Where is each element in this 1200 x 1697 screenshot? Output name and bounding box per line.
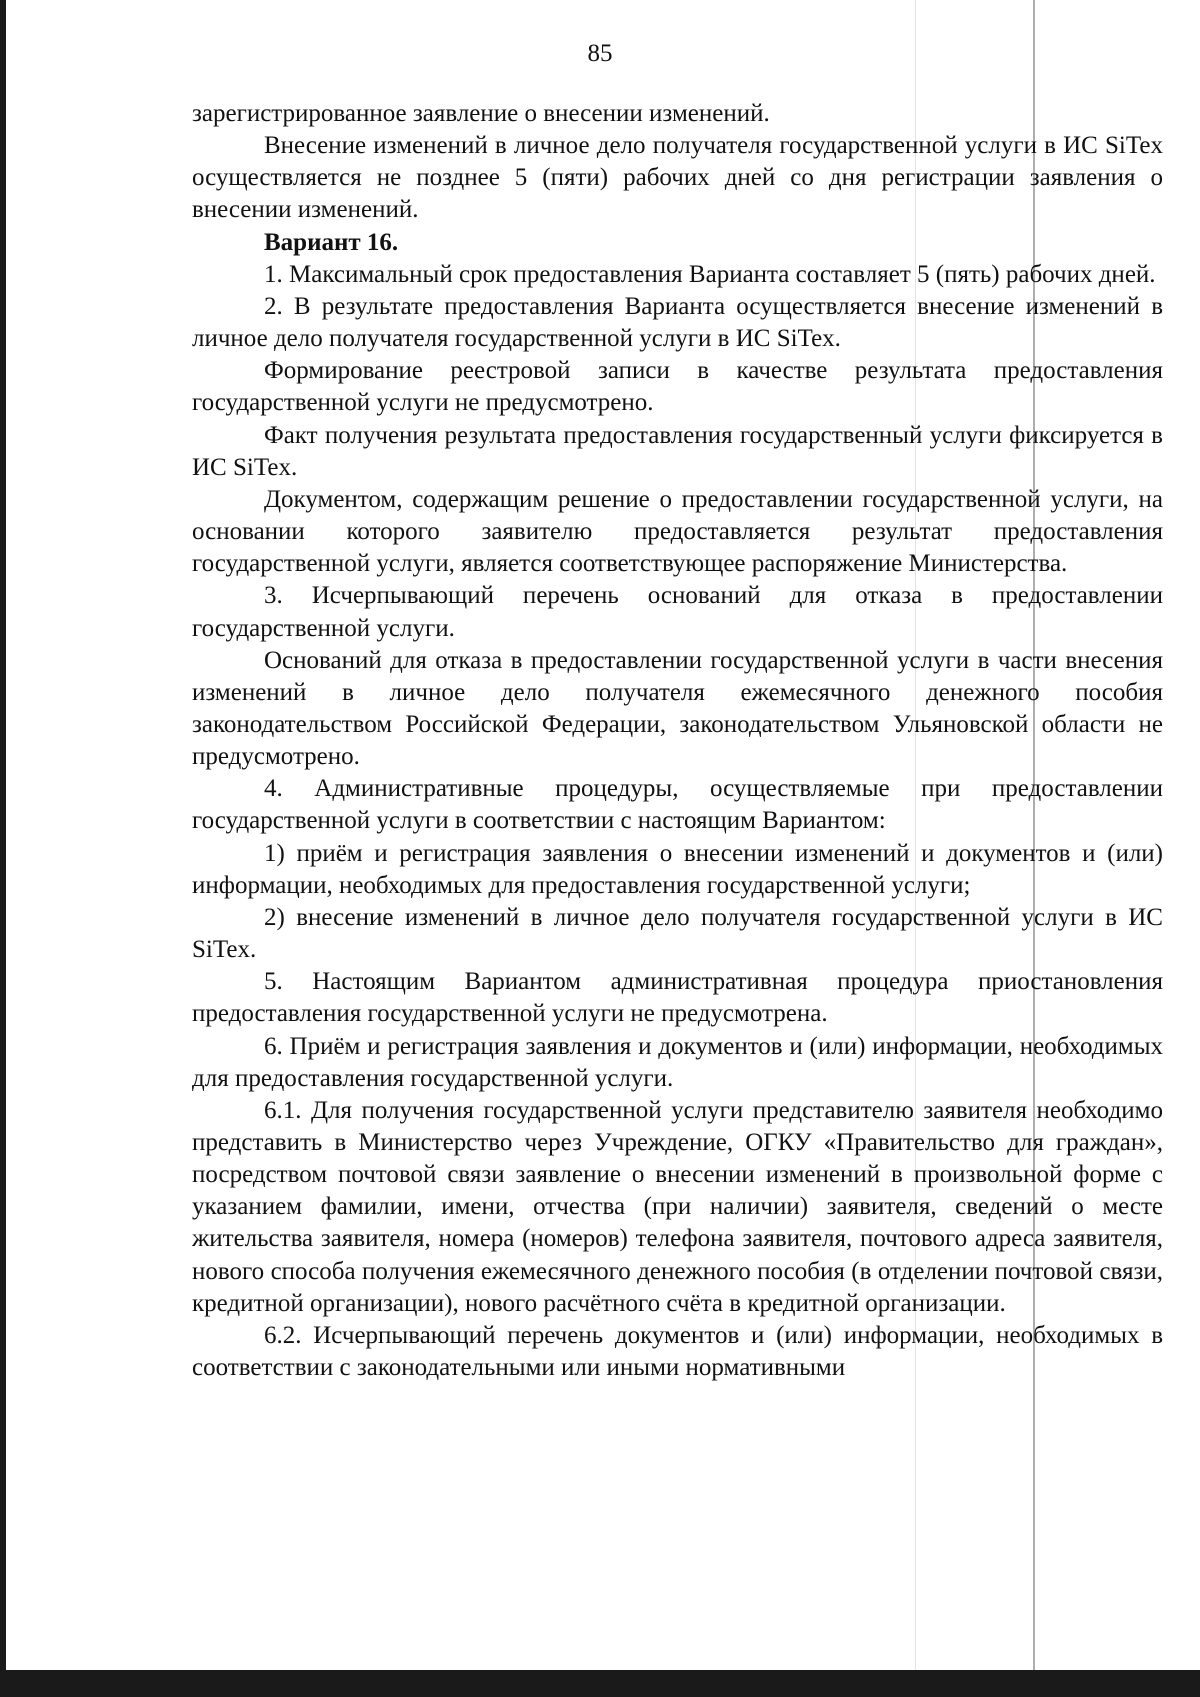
paragraph: 4. Административные процедуры, осуществляемые при предоставлении государственной услуги в соответствии с настоящим Вариантом: — [192, 775, 1163, 835]
page-number: 85 — [587, 40, 613, 67]
paragraph: Факт получения результата предоставления государственный услуги фиксируется в ИС SiTex. — [192, 421, 1163, 481]
list-item: 2) внесение изменений в личное дело получателя государственной услуги в ИС SiTex. — [192, 903, 1163, 964]
paragraph: 6.1. Для получения государственной услуги представителю заявителя необходимо представить в Министерство через Учреждение, ОГКУ «Правительство для граждан», посредством почтовой связи заявление о внесении изменений в произвольной форме с указанием фамилии, имени, отчества (при наличии) заявителя, сведений о месте жительства заявителя, номера (номеров) телефона заявителя, почтового адреса заявителя, нового способа получения ежемесячного денежного пособия (в отделении почтовой связи, кредитной организации), нового расчётного счёта в кредитной организации. — [192, 1096, 1163, 1317]
paragraph: 6. Приём и регистрация заявления и документов и (или) информации, необходимых для предоставления государственной услуги. — [192, 1032, 1163, 1092]
paragraph: Внесение изменений в личное дело получателя государственной услуги в ИС SiTex осуществляется не позднее 5 (пяти) рабочих дней со дня регистрации заявления о внесении изменений. — [192, 132, 1163, 224]
paragraph: 5. Настоящим Вариантом административная процедура приостановления предоставления государственной услуги не предусмотрена. — [192, 968, 1163, 1028]
list-item: 1) приём и регистрация заявления о внесении изменений и документов и (или) информации, необходимых для предоставления государственной услуги; — [192, 839, 1163, 899]
document-body — [192, 98, 1163, 1384]
scan-edge-left — [0, 0, 6, 1697]
paragraph: зарегистрированное заявление о внесении изменений. — [192, 100, 770, 127]
paragraph: 1. Максимальный срок предоставления Варианта составляет 5 (пять) рабочих дней. — [264, 260, 1156, 288]
paragraph: 3. Исчерпывающий перечень оснований для отказа в предоставлении государственной услуги. — [192, 582, 1163, 642]
paragraph: 2. В результате предоставления Варианта осуществляется внесение изменений в личное дело получателя государственной услуги в ИС SiTex. — [192, 292, 1163, 353]
section-heading: Вариант 16. — [264, 228, 399, 256]
paragraph: Формирование реестровой записи в качестве результата предоставления государственной услуги не предусмотрено. — [192, 357, 1163, 417]
paragraph: Документом, содержащим решение о предоставлении государственной услуги, на основании которого заявителю предоставляется результат предоставления государственной услуги, является соответствующее распоряжение Министерства. — [192, 485, 1163, 578]
paragraph: 6.2. Исчерпывающий перечень документов и (или) информации, необходимых в соответствии с законодательными или иными нормативными — [192, 1321, 1163, 1382]
paragraph: Оснований для отказа в предоставлении государственной услуги в части внесения изменений в личное дело получателя ежемесячного денежного пособия законодательством Российской Федерации, законодательством Ульяновской области не предусмотрено. — [192, 646, 1163, 771]
scan-edge-bottom — [0, 1670, 1200, 1697]
